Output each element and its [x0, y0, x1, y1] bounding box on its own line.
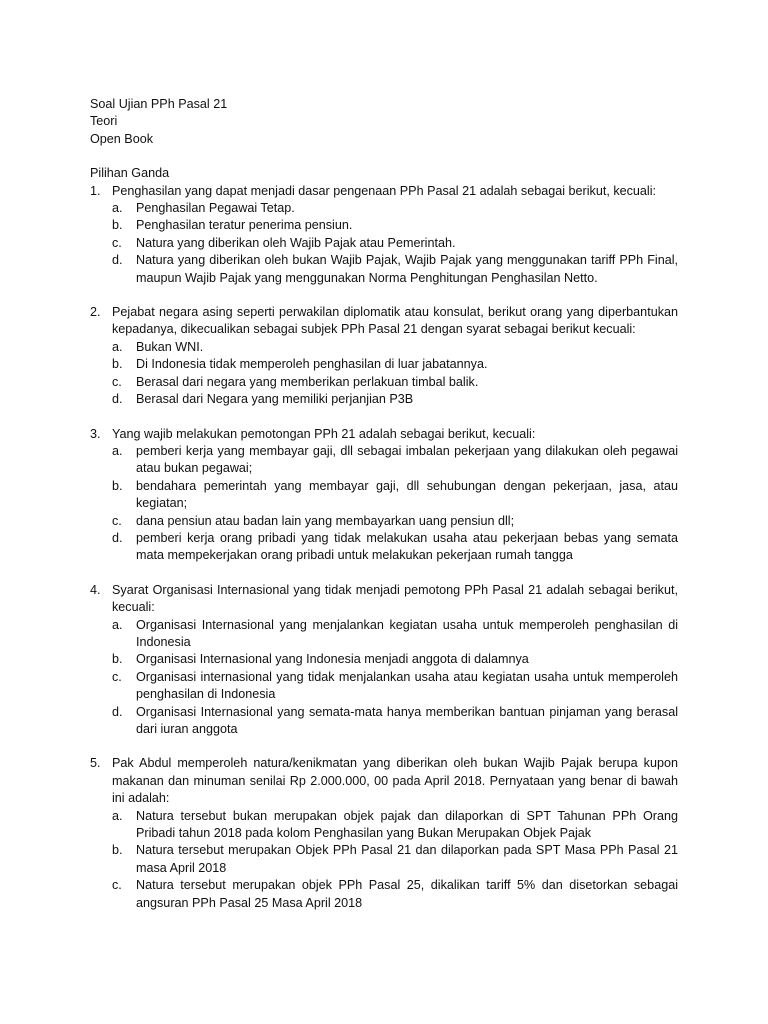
option-c	[112, 877, 678, 912]
question-number: 2.	[90, 305, 101, 320]
option-list	[112, 808, 678, 912]
option-letter: b.	[112, 652, 123, 667]
option-b	[112, 217, 678, 234]
option-text: Organisasi Internasional yang menjalankan kegiatan usaha untuk memperoleh penghasilan di Indonesia	[136, 617, 678, 649]
question-2	[90, 304, 678, 408]
option-b	[112, 651, 678, 668]
option-letter: d.	[112, 704, 123, 719]
question-number: 1.	[90, 183, 101, 198]
option-text: Natura yang diberikan oleh Wajib Pajak atau Pemerintah.	[136, 235, 456, 250]
option-text: Penghasilan Pegawai Tetap.	[136, 201, 295, 216]
option-letter: a.	[112, 339, 123, 354]
question-text: Penghasilan yang dapat menjadi dasar pengenaan PPh Pasal 21 adalah sebagai berikut, kecuali:	[112, 183, 657, 198]
option-text: Bukan WNI.	[136, 339, 204, 354]
option-list	[112, 617, 678, 739]
option-list	[112, 200, 678, 287]
option-d	[112, 391, 678, 408]
document-subtitle-theory: Teori	[90, 114, 118, 129]
option-letter: a.	[112, 443, 123, 458]
option-text: dana pensiun atau badan lain yang membayarkan uang pensiun dll;	[136, 513, 515, 528]
option-text: Di Indonesia tidak memperoleh penghasilan di luar jabatannya.	[136, 357, 488, 372]
option-text: Berasal dari negara yang memberikan perlakuan timbal balik.	[136, 374, 479, 389]
option-a	[112, 808, 678, 843]
question-1	[90, 183, 678, 287]
question-number: 4.	[90, 582, 101, 597]
option-c	[112, 513, 678, 530]
option-letter: b.	[112, 843, 123, 858]
option-letter: d.	[112, 530, 123, 545]
section-title: Pilihan Ganda	[90, 166, 170, 181]
option-letter: a.	[112, 201, 123, 216]
option-text: Natura tersebut bukan merupakan objek pajak dan dilaporkan di SPT Tahunan PPh Orang Pribadi tahun 2018 pada kolom Penghasilan yang Bukan Merupakan Objek Pajak	[136, 808, 678, 841]
option-list	[112, 339, 678, 409]
option-letter: c.	[112, 669, 122, 684]
option-letter: b.	[112, 357, 123, 372]
option-a	[112, 443, 678, 478]
question-number: 5.	[90, 756, 101, 771]
option-a	[112, 339, 678, 356]
question-text: Yang wajib melakukan pemotongan PPh 21 adalah sebagai berikut, kecuali:	[112, 426, 536, 441]
option-a	[112, 200, 678, 217]
option-letter: b.	[112, 218, 123, 233]
option-text: Natura tersebut merupakan Objek PPh Pasal 21 dan dilaporkan pada SPT Masa PPh Pasal 21 masa April 2018	[136, 843, 678, 875]
question-text: Syarat Organisasi Internasional yang tidak menjadi pemotong PPh Pasal 21 adalah sebagai berikut, kecuali:	[112, 582, 678, 615]
option-text: Organisasi Internasional yang Indonesia menjadi anggota di dalamnya	[136, 652, 529, 667]
option-d	[112, 252, 678, 287]
option-letter: a.	[112, 617, 123, 632]
option-letter: c.	[112, 513, 122, 528]
option-b	[112, 356, 678, 373]
option-letter: d.	[112, 392, 123, 407]
document-page	[90, 96, 678, 912]
question-list	[90, 183, 678, 912]
question-5	[90, 755, 678, 912]
option-text: Organisasi internasional yang tidak menjalankan usaha atau kegiatan usaha untuk memperoleh penghasilan di Indonesia	[136, 669, 678, 702]
document-title: Soal Ujian PPh Pasal 21	[90, 97, 228, 111]
option-letter: c.	[112, 235, 122, 250]
question-number: 3.	[90, 426, 101, 441]
option-text: bendahara pemerintah yang membayar gaji, dll sehubungan dengan pekerjaan, jasa, atau kegiatan;	[136, 478, 678, 511]
option-text: pemberi kerja orang pribadi yang tidak melakukan usaha atau pekerjaan bebas yang semata mata mempekerjakan orang pribadi untuk melakukan pekerjaan rumah tangga	[136, 530, 678, 563]
question-4	[90, 582, 678, 739]
option-letter: c.	[112, 374, 122, 389]
question-3	[90, 426, 678, 565]
question-text: Pejabat negara asing seperti perwakilan diplomatik atau konsulat, berikut orang yang diperbantukan kepadanya, dikecualikan sebagai subjek PPh Pasal 21 dengan syarat sebagai berikut kecuali:	[112, 305, 678, 337]
option-letter: d.	[112, 253, 123, 268]
option-text: Berasal dari Negara yang memiliki perjanjian P3B	[136, 392, 414, 407]
option-b	[112, 478, 678, 513]
option-text: Organisasi Internasional yang semata-mata hanya memberikan bantuan pinjaman yang berasal dari iuran anggota	[136, 704, 678, 736]
option-d	[112, 704, 678, 739]
option-c	[112, 235, 678, 252]
option-c	[112, 669, 678, 704]
document-subtitle-open-book: Open Book	[90, 131, 154, 146]
option-b	[112, 842, 678, 877]
option-c	[112, 374, 678, 391]
question-text: Pak Abdul memperoleh natura/kenikmatan yang diberikan oleh bukan Wajib Pajak berupa kupon makanan dan minuman senilai Rp 2.000.000, 00 pada April 2018. Pernyataan yang benar di bawah ini adalah:	[112, 756, 678, 806]
option-letter: b.	[112, 478, 123, 493]
option-list	[112, 443, 678, 565]
option-text: Natura tersebut merupakan objek PPh Pasal 25, dikalikan tariff 5% dan disetorkan sebagai angsuran PPh Pasal 25 Masa April 2018	[136, 878, 678, 910]
option-letter: a.	[112, 808, 123, 823]
option-letter: c.	[112, 878, 122, 893]
option-text: Penghasilan teratur penerima pensiun.	[136, 218, 353, 233]
option-text: pemberi kerja yang membayar gaji, dll sebagai imbalan pekerjaan yang dilakukan oleh pegawai atau bukan pegawai;	[136, 443, 678, 476]
option-a	[112, 617, 678, 652]
option-d	[112, 530, 678, 565]
option-text: Natura yang diberikan oleh bukan Wajib Pajak, Wajib Pajak yang menggunakan tariff PPh Final, maupun Wajib Pajak yang menggunakan Norma Penghitungan Penghasilan Netto.	[136, 253, 678, 285]
